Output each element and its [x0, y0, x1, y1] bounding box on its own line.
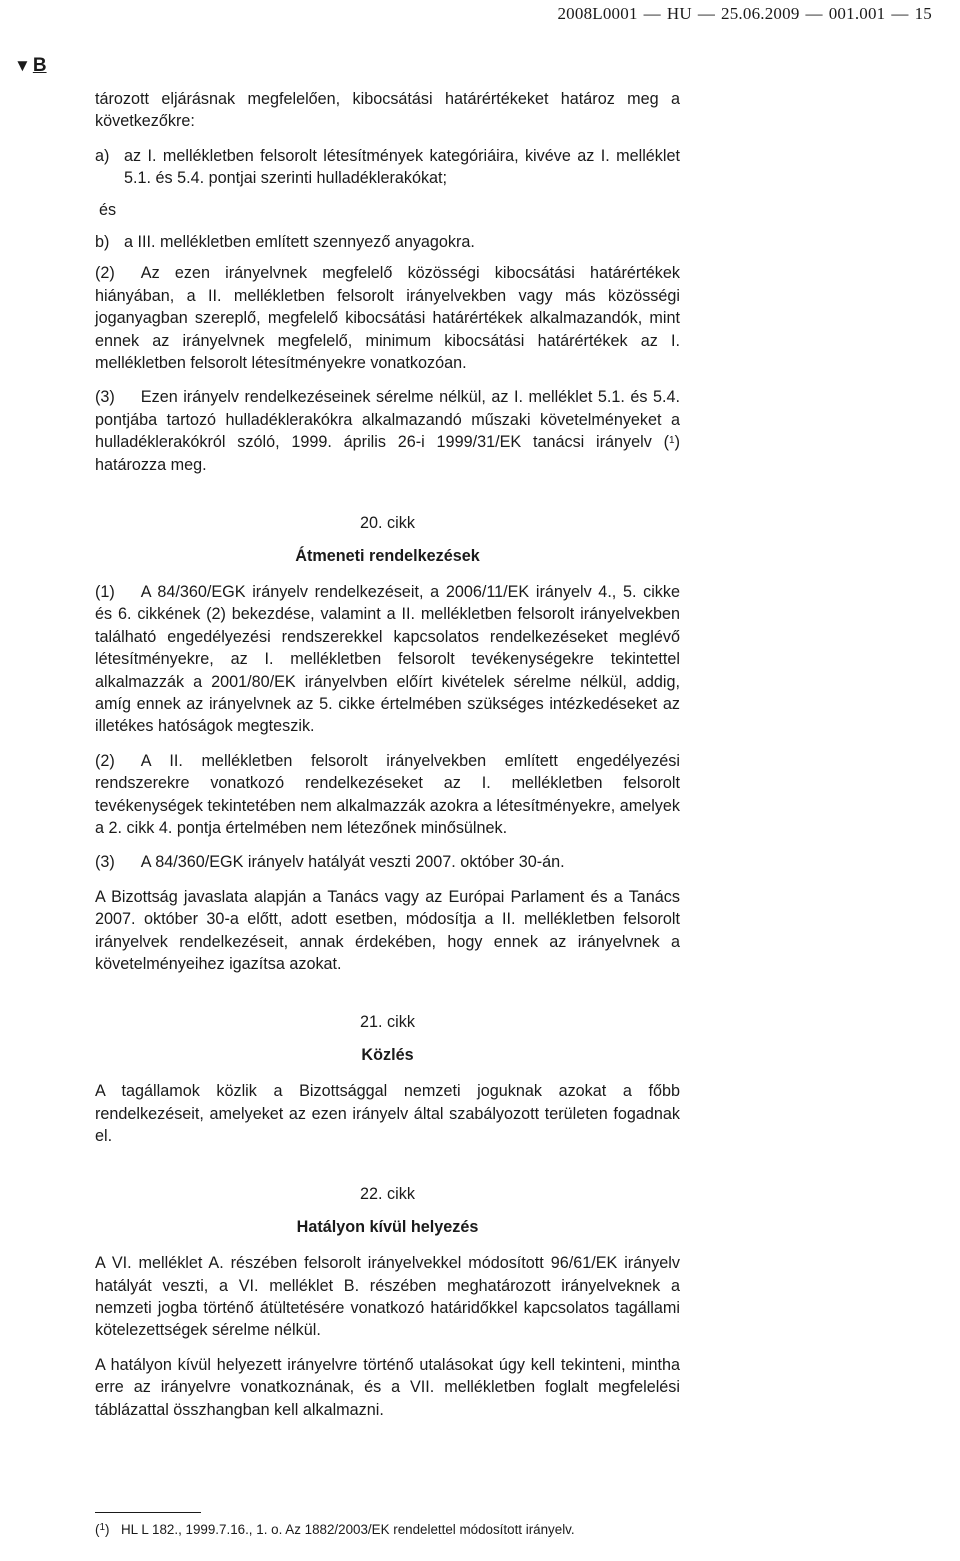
list-text: az I. mellékletben felsorolt létesítmények kategóriáira, kivéve az I. melléklet 5.1. és 5.4. pontjai szerinti hulladéklerakókat;	[124, 146, 680, 188]
article-title: Hatályon kívül helyezés	[296, 1217, 479, 1236]
list-text: a III. mellékletben említett szennyező anyagokra.	[124, 233, 475, 252]
footnote-text: HL L 182., 1999.7.16., 1. o. Az 1882/2003/EK rendelettel módosított irányelv.	[121, 1522, 575, 1537]
footnote-label	[95, 1520, 121, 1539]
header-separator: —	[805, 4, 823, 23]
list-connector: és	[99, 200, 117, 219]
article-20-paragraph-4: A Bizottság javaslata alapján a Tanács vagy az Európai Parlament és a Tanács 2007. október 30-a előtt, adott esetben, módosítja a II. mellékletben felsorolt irányelvek rendelkezéseit, annak érdekében, hogy ennek az irányelvnek a követelményeihez igazítsa azokat.	[95, 887, 680, 973]
marker-letter: B	[32, 55, 47, 76]
footnote-paren-close: )	[105, 1522, 110, 1537]
paragraph-number: (3)	[95, 853, 115, 872]
paragraph-3	[95, 386, 680, 476]
footnote-reference[interactable]: 1	[669, 435, 675, 447]
page-header	[557, 4, 932, 24]
article-title: Közlés	[361, 1045, 414, 1064]
paragraph-number: (2)	[95, 264, 115, 283]
list-item-b	[95, 231, 680, 253]
list-label: b)	[95, 233, 110, 252]
header-separator: —	[697, 4, 716, 23]
language-code: HU	[666, 4, 692, 23]
article-22-paragraph-2: A hatályon kívül helyezett irányelvre történő utalásokat úgy kell tekinteni, mintha erre az irányelvre vonatkoznának, és a VII. mellékletben foglalt megfelelési táblázattal összhangban kell alkalmazni.	[95, 1355, 680, 1419]
triangle-down-icon: ▼	[14, 56, 31, 75]
footnote	[95, 1520, 680, 1539]
paragraph-number: (2)	[95, 751, 115, 770]
intro-paragraph: tározott eljárásnak megfelelően, kibocsátási határértékeket határoz meg a következőkre:	[95, 90, 680, 131]
article-number: 22. cikk	[360, 1185, 415, 1204]
consolidation-date: 25.06.2009	[721, 4, 800, 23]
list-label: a)	[95, 146, 110, 165]
paragraph-number: (1)	[95, 582, 115, 601]
version-number: 001.001	[828, 4, 886, 23]
paragraph-text: A 84/360/EGK irányelv hatályát veszti 2007. október 30-án.	[140, 853, 565, 872]
page-number: 15	[914, 4, 932, 23]
paragraph-text: Ezen irányelv rendelkezéseinek sérelme nélkül, az I. melléklet 5.1. és 5.4. pontjába tartozó hulladéklerakókra alkalmazandó műszaki követelményeket a hulladéklerakókról szóló, 1999. április 26-i 1999/31/EK tanácsi irányelv (	[95, 388, 680, 452]
article-22-paragraph-1: A VI. melléklet A. részében felsorolt irányelvekkel módosított 96/61/EK irányelv hatályát veszti, a VI. melléklet B. részében meghatározott irányelveknek a nemzeti jogba történő átültetésére vonatkozó határidőkkel kapcsolatos tagállami kötelezettségek sérelme nélkül.	[95, 1254, 680, 1340]
list-item-a	[95, 145, 680, 190]
document-body	[95, 88, 680, 1421]
article-20-paragraph-2	[95, 750, 680, 840]
paragraph-2	[95, 262, 680, 374]
footnote-paren-open: (	[95, 1522, 100, 1537]
footnote-divider	[95, 1512, 201, 1513]
paragraph-text: Az ezen irányelvnek megfelelő közösségi kibocsátási határértékek hiányában, a II. mellékletben felsorolt irányelvekben vagy más közösségi joganyagban szereplő, megfelelő kibocsátási határértékek alkalmazandók, mint ennek az irányelvnek megfelelő, minimum kibocsátási határértékek az I. mellékletben felsorolt létesítményekre vonatkozóan.	[95, 264, 680, 373]
footnote-label-number: 1	[99, 1522, 106, 1533]
article-number: 21. cikk	[360, 1013, 415, 1032]
article-number: 20. cikk	[360, 514, 415, 533]
article-title: Átmeneti rendelkezések	[295, 546, 480, 565]
paragraph-text: A II. mellékletben felsorolt irányelvekben említett engedélyezési rendszerekre vonatkozó rendelkezéseket az I. mellékletben felsorolt tevékenységek tekintetében nem alkalmazzák azokra a létesítményekre, amelyek a 2. cikk 4. pontja értelmében nem létezőnek minősülnek.	[95, 751, 680, 837]
article-21-text: A tagállamok közlik a Bizottsággal nemzeti joguknak azokat a főbb rendelkezéseit, amelyeket az ezen irányelv által szabályozott területen fogadnak el.	[95, 1082, 680, 1146]
article-20-paragraph-1	[95, 581, 680, 738]
article-20-paragraph-3	[95, 851, 680, 873]
paragraph-text: A 84/360/EGK irányelv rendelkezéseit, a 2006/11/EK irányelv 4., 5. cikke és 6. cikkének (2) bekezdése, valamint a II. mellékletben felsorolt irányelvekben található engedélyezési rendszerekkel kapcsolatos rendelkezéseket meglévő létesítményekre, az I. mellékletben felsorolt tevékenységekre tekintettel alkalmazzák a 2001/80/EK irányelvben előírt kivételek sérelme nélkül, addig, amíg ennek az irányelvnek az 5. cikke értelmében szükséges intézkedéseket az illetékes hatóságok megteszik.	[95, 582, 680, 736]
paragraph-number: (3)	[95, 388, 115, 407]
amendment-marker	[14, 55, 47, 77]
doc-id: 2008L0001	[557, 4, 638, 23]
header-separator: —	[891, 4, 909, 23]
header-separator: —	[643, 4, 661, 23]
paragraph-text-end: ) határozza meg.	[95, 433, 680, 474]
